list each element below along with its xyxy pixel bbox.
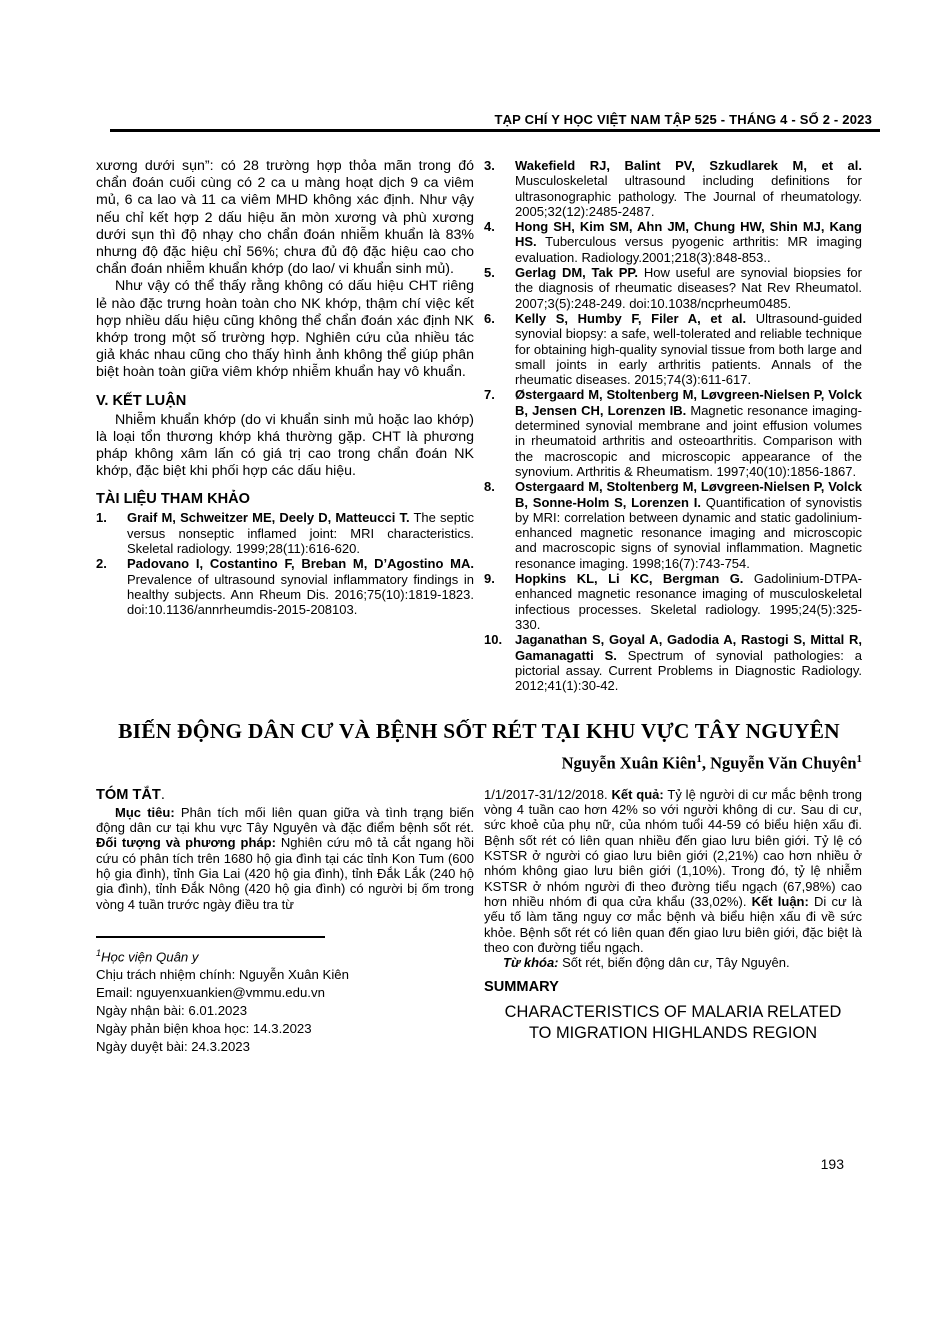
abstract-heading-period: .: [160, 786, 165, 803]
keywords-line: [484, 955, 862, 970]
left-column: [96, 158, 474, 693]
reference-text: [515, 632, 862, 693]
body-paragraph: Như vậy có thể thấy rằng không có dấu hiệu CHT riêng lẻ nào đặc trưng hoàn toàn cho NK khớp, thậm chí việc kết hợp nhiều dấu hiệu cũng không thể chẩn đoán xác định NK khớp trong một số trường hợp. Nghiên cứu của nhiều tác giả khác nhau cũng cho thấy hình ảnh không thể giúp phân biệt hoàn toàn giữa viêm khớp nhiễm khuẩn hay vô khuẩn.: [96, 278, 474, 381]
reference-citation: Prevalence of ultrasound synovial inflammatory findings in healthy subjects. Ann Rheum Dis. 2016;75(10):1819-1823. doi:10.1136/annrheumdis-2015-208103.: [127, 571, 474, 618]
right-column: [484, 158, 862, 693]
reference-text: [515, 311, 862, 387]
abstract-text-results: Tỷ lệ người di cư mắc bệnh trong vòng 4 tuần cao hơn 42% so với người không di cư. Sau di cư, sức khoẻ của phụ nữ, của nhóm tuổi 44-59 có biểu hiện xấu đi. Bệnh sốt rét có liên quan nhiều đến giao lưu biên giới. Tỷ lệ có KSTSR ở người có giao lưu biên giới (2,21%) cao hơn nhiều ở nhóm không giao lưu biên giới (1,10%). Trong đó, tỷ lệ nhiễm KSTSR ở nhóm người đi theo đường tiểu ngạch (67,98%) cao hơn nhiều nhóm đi qua cửa khẩu (33,02%).: [484, 786, 863, 909]
reference-text: [127, 556, 474, 617]
reference-item: [484, 632, 862, 693]
author-affiliation-mark: 1: [696, 753, 702, 766]
reference-number: 1.: [96, 510, 107, 526]
reference-number: 4.: [484, 219, 495, 235]
reference-text: [515, 479, 862, 571]
summary-title: [484, 1002, 862, 1043]
reference-item: [484, 158, 862, 219]
reference-authors: Graif M, Schweitzer ME, Deely D, Matteucci T.: [127, 510, 410, 526]
reference-item: [484, 219, 862, 265]
abstract-label-methods: Đối tượng và phương pháp:: [96, 835, 276, 851]
footnote-line: Ngày nhận bài: 6.01.2023: [96, 1003, 248, 1019]
keywords-label: Từ khóa:: [503, 955, 559, 971]
author-separator: ,: [701, 753, 711, 773]
footnote-affiliation-text: Học viện Quân y: [101, 949, 199, 965]
reference-text: [515, 387, 862, 479]
reference-authors: Hopkins KL, Li KC, Bergman G.: [515, 571, 744, 587]
body-paragraph: xương dưới sụn”: có 28 trường hợp thỏa mãn trong đó chẩn đoán cuối cùng có 2 ca u màng hoạt dịch 9 ca viêm mủ, 6 ca lao và 11 ca viêm MHD không xác định. Như vậy nếu chỉ kết hợp 2 dấu hiệu ăn mòn xương và phù xương dưới sụn thì độ nhạy cho chẩn đoán nhiễm khuẩn là 83% nhưng độ đặc hiệu chỉ 56%; chưa đủ độ đặc hiệu cao cho chẩn đoán nhiễm khuẩn khớp (do lao/ vi khuẩn sinh mủ).: [96, 158, 474, 278]
reference-citation: The septic versus nonseptic inflamed joint: MRI characteristics. Skeletal radiology. 1999;28(11):616-620.: [127, 510, 474, 557]
reference-text: [515, 219, 862, 265]
footnote-affiliation: [96, 944, 474, 966]
conclusion-heading: V. KẾT LUẬN: [96, 392, 187, 409]
reference-number: 9.: [484, 571, 495, 587]
reference-citation: Quantification of synovistis by MRI: correlation between dynamic and static gadolinium-enhanced magnetic resonance imaging and microscopic and macroscopic signs of synovial inflammation. Magnetic resonance imaging. 1998;16(7):743-754.: [515, 494, 862, 571]
reference-text: [127, 510, 474, 556]
article-authors: [96, 753, 862, 774]
reference-item: [484, 311, 862, 387]
reference-item: [484, 479, 862, 571]
abstract-paragraph-left: [96, 805, 474, 912]
page-number: 193: [820, 1156, 844, 1172]
reference-item: [484, 387, 862, 479]
abstract-text-dates: 1/1/2017-31/12/2018.: [484, 786, 612, 802]
reference-item: [484, 571, 862, 632]
summary-heading: SUMMARY: [484, 979, 559, 996]
reference-authors: Jaganathan S, Goyal A, Gadodia A, Rastogi S, Mittal R, Gamanagatti S.: [515, 632, 862, 663]
article-title: BIẾN ĐỘNG DÂN CƯ VÀ BỆNH SỐT RÉT TẠI KHU VỰC TÂY NGUYÊN: [118, 719, 840, 744]
reference-item: [96, 556, 474, 617]
abstract-label-conclusion: Kết luận:: [751, 893, 809, 909]
reference-citation: Magnetic resonance imaging-determined synovial membrane and joint effusion volumes in rheumatoid arthritis and osteoarthritis. Comparison with the macroscopic and microscopic appearance of the synovium. Arthritis & Rheumatism. 1997;40(10):1856-1867.: [515, 402, 862, 479]
footnote-line: Ngày phản biện khoa học: 14.3.2023: [96, 1021, 312, 1037]
reference-citation: Musculoskeletal ultrasound including definitions for ultrasonographic pathology. The Journal of rheumatology. 2005;32(12):2485-2487.: [515, 173, 862, 219]
reference-number: 7.: [484, 387, 495, 403]
reference-number: 6.: [484, 310, 495, 326]
author-name: Nguyễn Văn Chuyên: [710, 753, 857, 773]
reference-authors: Padovano I, Costantino F, Breban M, D’Agostino MA.: [127, 556, 474, 572]
abstract-text-conclusion: Di cư là yếu tố làm tăng nguy cơ mắc bệnh và biểu hiện xấu đi về sức khỏe. Bệnh sốt rét có liên quan đến giao lưu biên giới, đặc biệt là theo con đường tiểu ngạch.: [484, 893, 862, 955]
author-affiliation-mark: 1: [856, 753, 862, 766]
abstract-heading-text: TÓM TẮT: [96, 786, 161, 803]
footnote-line: Ngày duyệt bài: 24.3.2023: [96, 1039, 250, 1055]
reference-text: [515, 571, 862, 632]
reference-citation: Ultrasound-guided synovial biopsy: a safe, well-tolerated and reliable technique for obtaining high-quality synovial tissue from both large and small joints in early arthritis patients. Annals of the rheumatic diseases. 2015;74(3):611-617.: [515, 310, 862, 388]
footnote-block: [96, 936, 474, 1056]
conclusion-paragraph: Nhiễm khuẩn khớp (do vi khuẩn sinh mủ hoặc lao khớp) là loại tổn thương khớp khá thường gặp. CHT là phương pháp không xâm lấn có giá trị cao trong chẩn đoán NK khớp, đặc biệt khi phối hợp các dấu hiệu.: [96, 411, 474, 480]
abstract-paragraph-right: [484, 787, 862, 955]
reference-citation: How useful are synovial biopsies for the diagnosis of rheumatic diseases? Nat Rev Rheumatol. 2007;3(5):248-249. doi:10.1038/ncprheum0485.: [515, 265, 862, 311]
reference-number: 5.: [484, 265, 495, 281]
abstract-text-methods: Nghiên cứu mô tả cắt ngang hồi cứu có phân tích trên 1680 hộ gia đình tại các tỉnh Kon Tum (600 hộ gia đình), tỉnh Gia Lai (420 hộ gia đình), tỉnh Đắk Lắk (240 hộ gia đình), tỉnh Đắk Nông (420 hộ gia đình) có người bị ốm trong vòng 4 tuần trước ngày điều tra từ: [96, 835, 474, 912]
reference-number: 10.: [484, 632, 503, 648]
reference-authors: Kelly S, Humby F, Filer A, et al.: [515, 310, 747, 326]
references-heading: TÀI LIỆU THAM KHẢO: [96, 491, 251, 508]
abstract-heading: [96, 787, 474, 803]
abstract-section: [96, 787, 862, 1056]
journal-title-line: TẠP CHÍ Y HỌC VIỆT NAM TẬP 525 - THÁNG 4 - SỐ 2 - 2023: [494, 112, 872, 127]
keywords-text: Sốt rét, biến động dân cư, Tây Nguyên.: [558, 955, 790, 971]
reference-item: [484, 265, 862, 311]
reference-citation: Tuberculous versus pyogenic arthritis: MR imaging evaluation. Radiology.2001;218(3):848-853..: [515, 234, 862, 265]
abstract-text-objective: Phân tích mối liên quan giữa và tình trạng biến động dân cư tại khu vực Tây Nguyên và đặc điểm bệnh sốt rét.: [96, 804, 474, 836]
reference-number: 2.: [96, 556, 107, 572]
abstract-left-column: [96, 787, 474, 1056]
abstract-label-objective: Mục tiêu:: [115, 804, 175, 820]
reference-authors: Ostergaard M, Stoltenberg M, Løvgreen-Nielsen P, Volck B, Sonne-Holm S, Lorenzen I.: [515, 479, 862, 510]
reference-text: [515, 265, 862, 311]
references-section: [96, 158, 862, 693]
abstract-label-results: Kết quả:: [611, 786, 664, 802]
abstract-right-column: [484, 787, 862, 1056]
summary-title-line2: TO MIGRATION HIGHLANDS REGION: [528, 1023, 818, 1042]
reference-text: [515, 158, 862, 219]
reference-item: [96, 510, 474, 556]
reference-number: 3.: [484, 158, 495, 173]
footnote-line: Chịu trách nhiệm chính: Nguyễn Xuân Kiên: [96, 967, 349, 983]
reference-citation: Gadolinium-DTPA-enhanced magnetic resonance imaging of musculoskeletal infectious processes. Skeletal radiology. 1995;24(5):325-330.: [515, 571, 862, 632]
footnote-affiliation-mark: 1: [96, 947, 102, 958]
reference-authors: Gerlag DM, Tak PP.: [515, 265, 639, 281]
author-name: Nguyễn Xuân Kiên: [561, 753, 697, 773]
reference-citation: Spectrum of synovial pathologies: a pictorial assay. Current Problems in Diagnostic Radiology. 2012;41(1):30-42.: [515, 647, 862, 694]
summary-title-line1: CHARACTERISTICS OF MALARIA RELATED: [504, 1003, 842, 1022]
reference-number: 8.: [484, 479, 495, 495]
reference-authors: Østergaard M, Stoltenberg M, Løvgreen-Nielsen P, Volck B, Jensen CH, Lorenzen IB.: [515, 387, 862, 418]
reference-authors: Hong SH, Kim SM, Ahn JM, Chung HW, Shin MJ, Kang HS.: [515, 219, 862, 250]
page-header: [110, 112, 880, 132]
reference-authors: Wakefield RJ, Balint PV, Szkudlarek M, et al.: [515, 158, 862, 173]
footnote-line: Email: nguyenxuankien@vmmu.edu.vn: [96, 985, 325, 1001]
footnote-separator: [96, 936, 325, 938]
